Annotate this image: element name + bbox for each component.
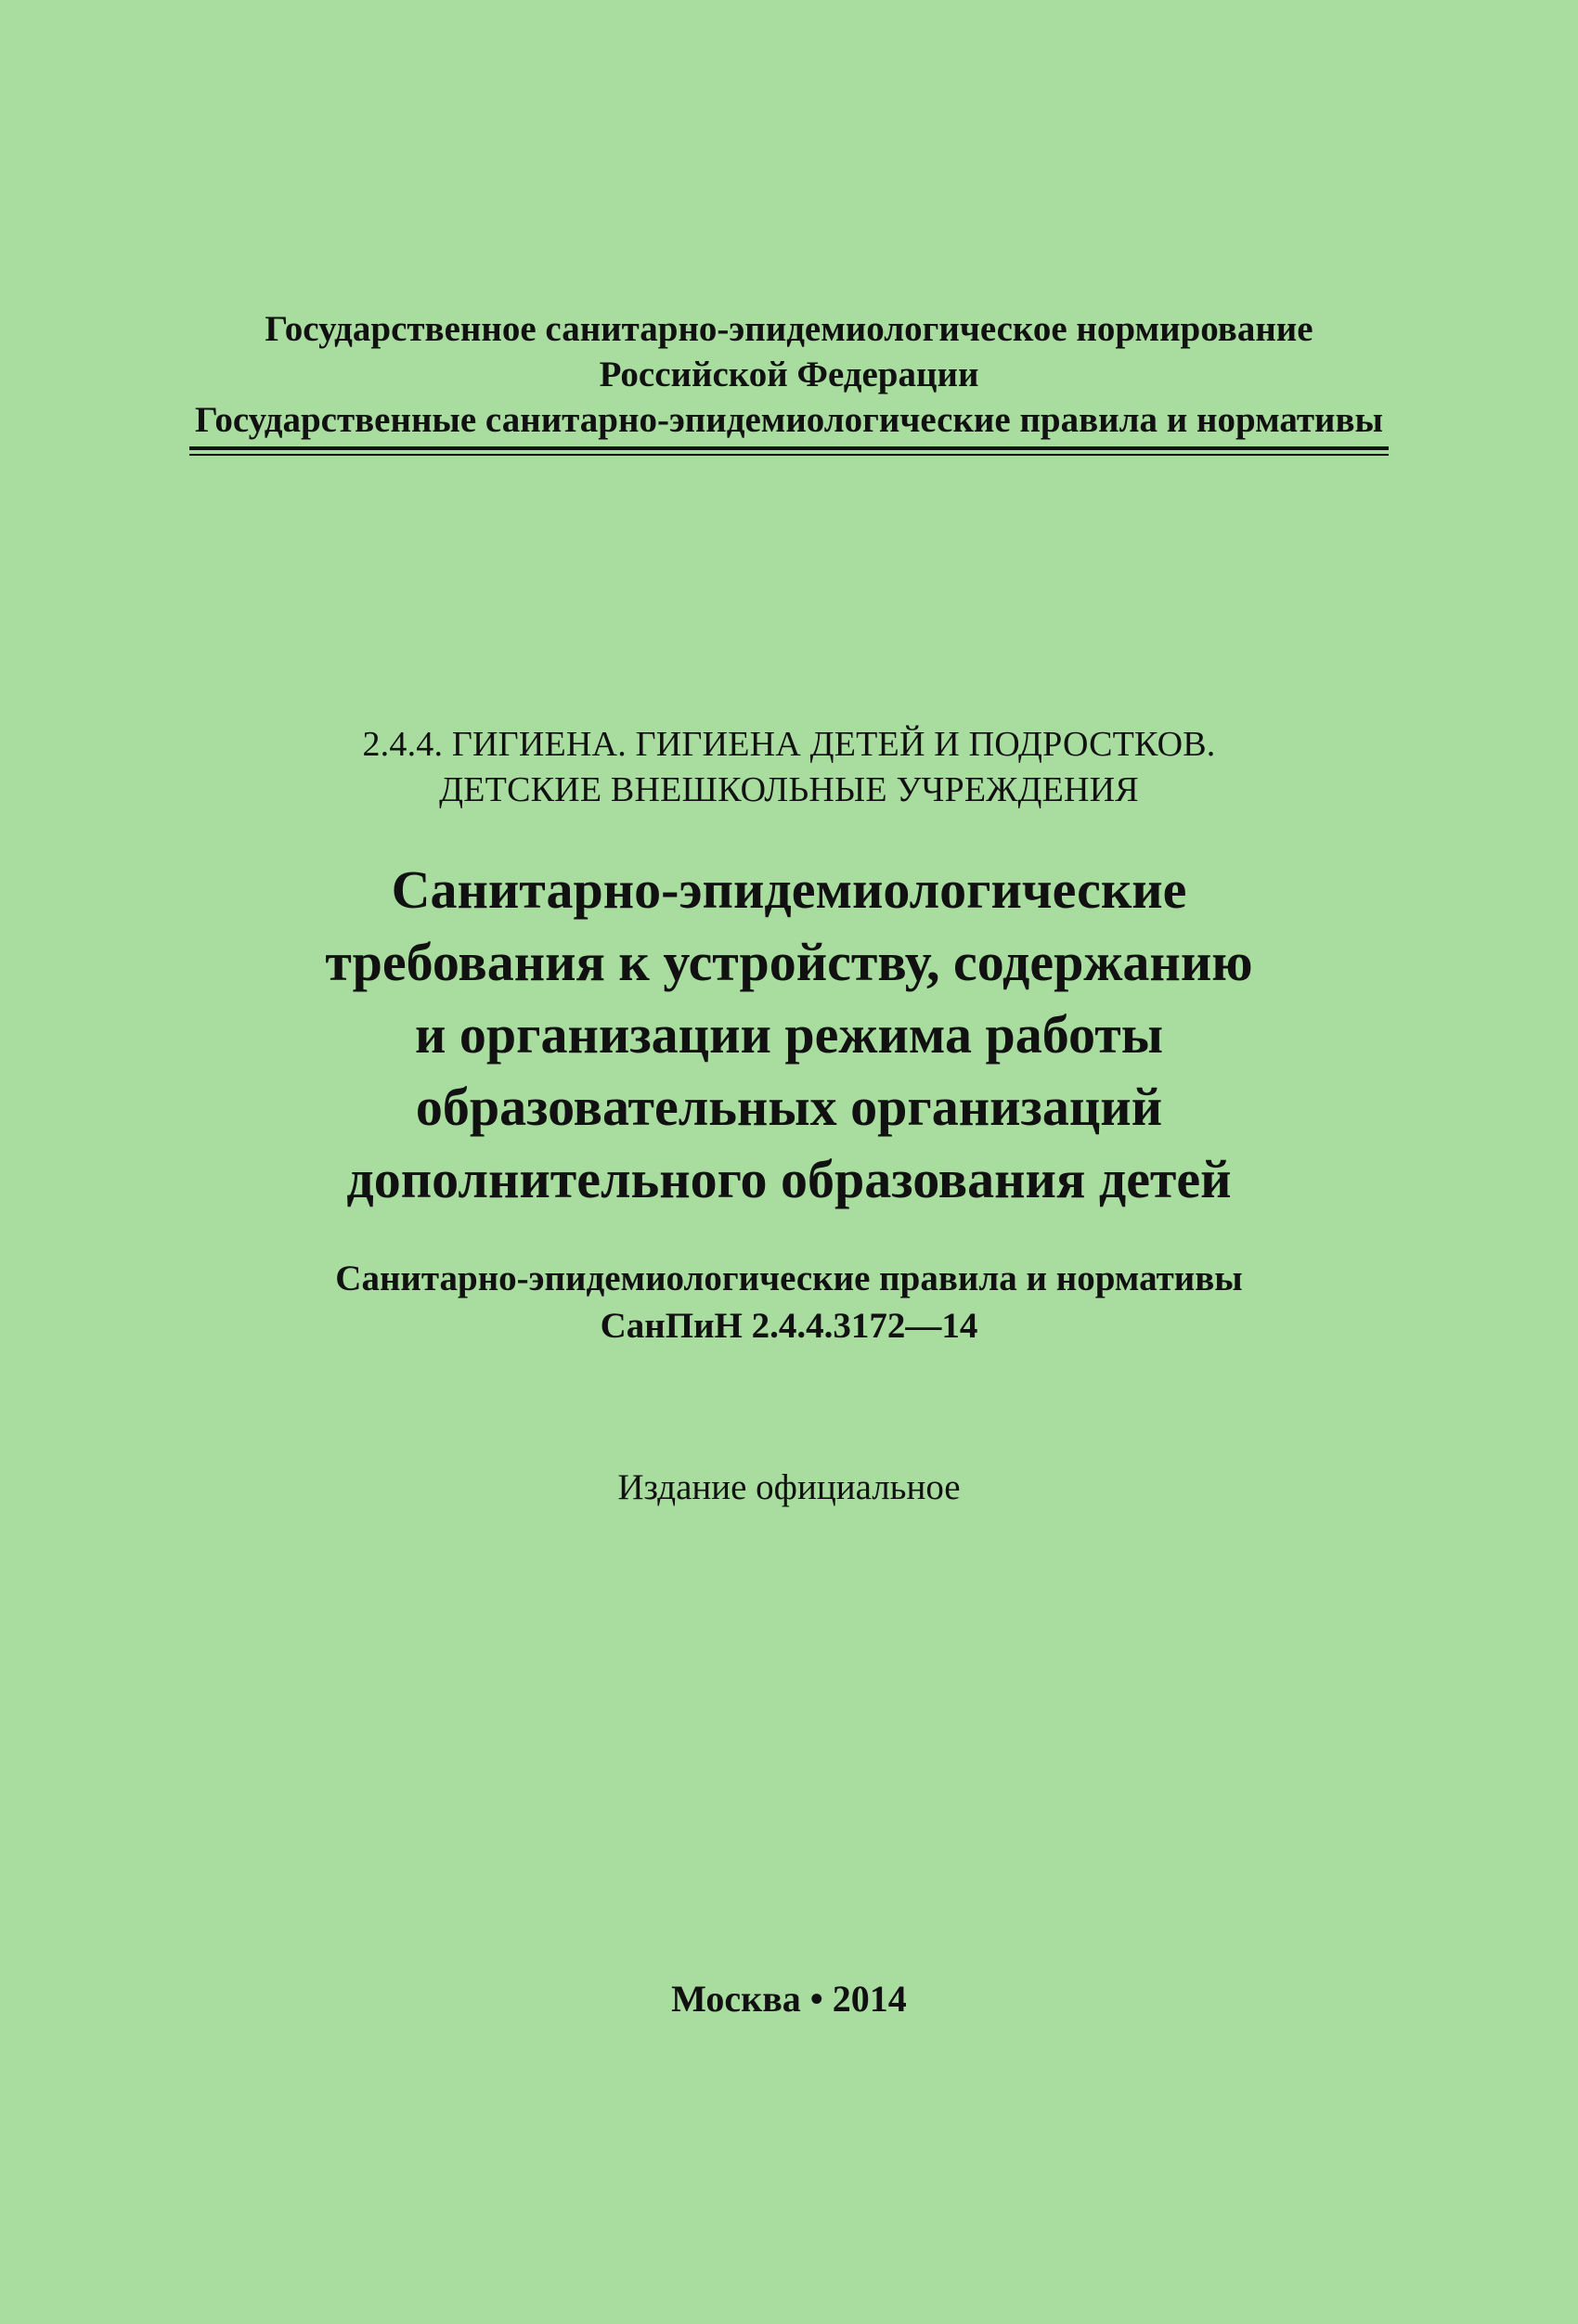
title-line-5: дополнительного образования детей <box>346 1149 1232 1209</box>
issuer-header <box>0 306 1578 450</box>
series-title-underlined: Государственные санитарно-эпидемиологические правила и нормативы <box>189 397 1389 450</box>
edition-note: Издание официальное <box>617 1467 961 1507</box>
category-line-2: ДЕТСКИЕ ВНЕШКОЛЬНЫЕ УЧРЕЖДЕНИЯ <box>439 770 1139 809</box>
title-line-3: и организации режима работы <box>415 1004 1163 1065</box>
rules-designation <box>0 1255 1578 1349</box>
sanpin-code: СанПиН 2.4.4.3172—14 <box>600 1306 978 1346</box>
document-title <box>0 854 1578 1216</box>
title-line-4: образовательных организаций <box>415 1077 1163 1137</box>
title-line-1: Санитарно-эпидемиологические <box>391 859 1187 920</box>
category-line-1: 2.4.4. ГИГИЕНА. ГИГИЕНА ДЕТЕЙ И ПОДРОСТКОВ. <box>362 725 1216 764</box>
issuer-line-2: Российской Федерации <box>599 355 979 394</box>
rules-line-1: Санитарно-эпидемиологические правила и нормативы <box>335 1259 1243 1298</box>
title-line-2: требования к устройству, содержанию <box>325 932 1253 992</box>
place-and-year: Москва • 2014 <box>671 1978 907 2020</box>
category-heading <box>0 722 1578 813</box>
issuer-line-1: Государственное санитарно-эпидемиологическое нормирование <box>265 309 1313 349</box>
